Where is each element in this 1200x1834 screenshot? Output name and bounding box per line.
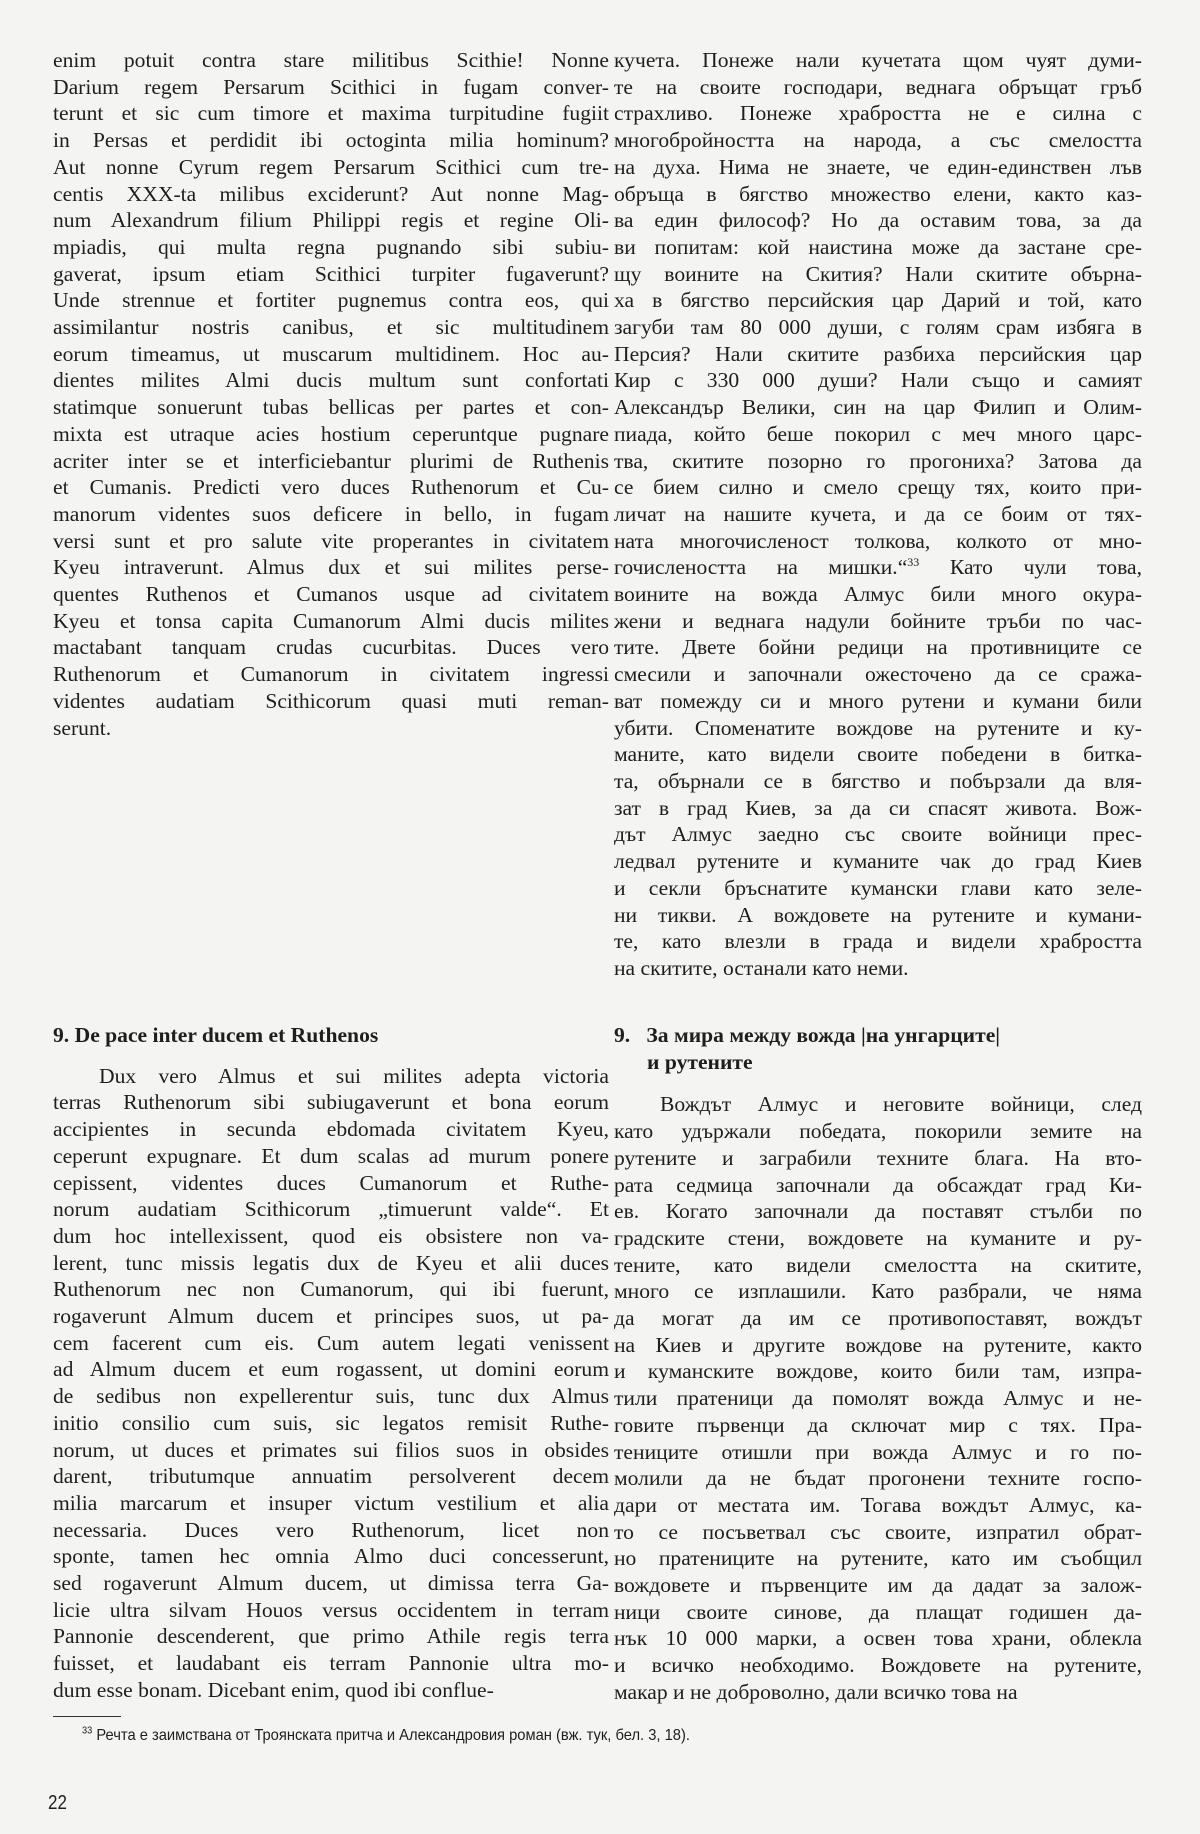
text-line: norum, ut duces et primates sui filios suos in obsides xyxy=(53,1437,609,1462)
text-line: darent, tributumque annuatim persolverent decem xyxy=(53,1464,609,1489)
text-line: като удържали победата, покорили земите на xyxy=(614,1119,1142,1144)
text-line: Dux vero Almus et sui milites adepta victoria xyxy=(99,1063,609,1088)
text-line: Darium regem Persarum Scithici in fugam conver- xyxy=(53,74,609,99)
text-line: нък 10 000 марки, а освен това храни, облекла xyxy=(614,1626,1142,1651)
text-line: terras Ruthenorum sibi subiugaverunt et bona eorum xyxy=(53,1090,609,1115)
text-line: то се посъветвал със своите, изпратил обрат- xyxy=(614,1519,1142,1544)
text-line: дът Алмус заедно със своите войници прес- xyxy=(614,822,1142,847)
latin-section-heading: 9. De pace inter ducem et Ruthenos xyxy=(53,1023,379,1047)
text-line: воините на вожда Алмус били много окура- xyxy=(614,582,1142,607)
bulgarian-heading-line-2: и рутените xyxy=(647,1049,753,1074)
footnote-number: 33 xyxy=(82,1725,93,1737)
latin-text-section-9 xyxy=(53,1063,609,1704)
text-line: ха в бягство персийския цар Дарий и той, като xyxy=(614,288,1142,313)
text-line: тените, като видели смелостта на скитите, xyxy=(614,1252,1142,1277)
text-line: да могат да им се противопоставят, вождът xyxy=(614,1306,1142,1331)
text-line: Вождът Алмус и неговите войници, след xyxy=(660,1092,1142,1117)
text-line: terunt et sic cum timore et maxima turpitudine fugiit xyxy=(53,101,609,126)
latin-section-9 xyxy=(53,1022,609,1704)
text-line: lerent, tunc missis legatis dux de Kyeu et alii duces xyxy=(53,1250,609,1275)
text-line: на скитите, останали като неми. xyxy=(614,955,909,980)
text-line: щу воините на Скития? Нали скитите обърна- xyxy=(614,261,1142,286)
footnote-reference[interactable]: 33 xyxy=(907,555,920,570)
text-line: initio consilio cum suis, sic legatos remisit Ruthe- xyxy=(53,1410,609,1435)
text-line: assimilantur nostris canibus, et sic multitudinem xyxy=(53,315,609,340)
footnote-divider xyxy=(53,1716,121,1717)
text-line: sed rogaverunt Almum ducem, ut dimissa terra Ga- xyxy=(53,1571,609,1596)
text-line: Pannonie descenderent, que primo Athile regis terra xyxy=(53,1624,609,1649)
text-line: гочислеността на мишки.“$^{33}$ Като чули това, xyxy=(614,555,1143,580)
text-line: ници своите синове, да плащат годишен да- xyxy=(614,1599,1142,1624)
text-line: mpiadis, qui multa regna pugnando sibi subiu- xyxy=(53,234,609,259)
text-line: Kyeu intraverunt. Almus dux et sui milites perse- xyxy=(53,555,609,580)
bulgarian-section-heading xyxy=(614,1022,1142,1075)
text-line: но пратениците на рутените, като им съобщил xyxy=(614,1546,1142,1571)
text-fragment: Като чули това, xyxy=(919,555,1143,580)
text-line: говите първенци да сключат мир с тях. Пра- xyxy=(614,1412,1142,1437)
text-line: вождовете и първенците им да дадат за залож- xyxy=(614,1573,1142,1598)
text-line: accipientes in secunda ebdomada civitatem Kyeu, xyxy=(53,1117,609,1142)
text-line: макар и не доброволно, дали всичко това на xyxy=(614,1679,1018,1704)
text-line: те на своите господари, веднага обръщат гръб xyxy=(614,74,1142,99)
text-line: ледвал рутените и куманите чак до град Киев xyxy=(614,849,1142,874)
text-line: serunt. xyxy=(53,715,112,740)
text-line: ни тикви. А вождовете на рутените и кумани- xyxy=(614,902,1142,927)
text-line: убити. Споменатите вождове на рутените и ку- xyxy=(614,715,1142,740)
text-line: centis XXX-ta milibus exciderunt? Aut nonne Mag- xyxy=(53,181,609,206)
text-line: молили да не бъдат прогонени техните госпо- xyxy=(614,1466,1142,1491)
text-line: acriter inter se et interficiebantur plurimi de Ruthenis xyxy=(53,448,609,473)
text-line: страхливо. Понеже храбростта не е силна с xyxy=(614,101,1142,126)
text-line: ва един философ? Но да оставим това, за да xyxy=(614,208,1142,233)
text-line: eorum timeamus, ut muscarum multidinem. Hoc au- xyxy=(53,341,609,366)
text-line: та, обърнали се в бягство и побързали да вля- xyxy=(614,768,1142,793)
text-line: кучета. Понеже нали кучетата щом чуят думи- xyxy=(614,48,1142,72)
text-line: личат на нашите кучета, и да се боим от тях- xyxy=(614,501,1142,526)
text-line: ев. Когато започнали да поставят стълби по xyxy=(614,1199,1142,1224)
text-line: зат в град Киев, за да си спасят живота. Вож- xyxy=(614,795,1142,820)
text-line: загуби там 80 000 души, с голям срам избяга в xyxy=(614,315,1142,340)
text-line: num Alexandrum filium Philippi regis et regine Oli- xyxy=(53,208,609,233)
text-line: Персия? Нали скитите разбиха персийския цар xyxy=(614,341,1142,366)
text-line: et Cumanis. Predicti vero duces Ruthenorum et Cu- xyxy=(53,475,609,500)
text-line: жени и веднага надули бойните тръби по час- xyxy=(614,608,1142,633)
text-line: mixta est utraque acies hostium ceperuntque pugnare xyxy=(53,421,609,446)
text-line: ceperunt expugnare. Et dum scalas ad murum ponere xyxy=(53,1143,609,1168)
text-line: смесили и започнали ожесточено да се сража- xyxy=(614,662,1142,687)
text-line: statimque sonuerunt tubas bellicas per partes et con- xyxy=(53,395,609,420)
text-line: градските стени, вождовете на куманите и ру- xyxy=(614,1225,1142,1250)
text-line: gaverat, ipsum etiam Scithici turpiter fugaverunt? xyxy=(53,261,609,286)
text-line: sponte, tamen hec omnia Almo duci concesserunt, xyxy=(53,1544,609,1569)
text-line: rogaverunt Almum ducem et principes suos, ut pa- xyxy=(53,1304,609,1329)
text-line: enim potuit contra stare militibus Scithie! Nonne xyxy=(53,48,609,72)
text-line: Aut nonne Cyrum regem Persarum Scithici cum tre- xyxy=(53,154,609,179)
text-line: quentes Ruthenos et Cumanos usque ad civitatem xyxy=(53,582,609,607)
text-line: fuisset, et laudabant eis terram Pannonie ultra mo- xyxy=(53,1651,609,1676)
text-line: рутените и заграбили техните блага. На вто- xyxy=(614,1145,1142,1170)
text-line: versi sunt et pro salute vite properantes in civitatem xyxy=(53,528,609,553)
text-line: milia marcarum et insuper victum vestilium et alia xyxy=(53,1490,609,1515)
text-line: Unde strennue et fortiter pugnemus contra eos, qui xyxy=(53,288,609,313)
text-line: Кир с 330 000 души? Нали също и самият xyxy=(614,368,1142,393)
text-line: Kyeu et tonsa capita Cumanorum Almi ducis milites xyxy=(53,608,609,633)
text-line: на духа. Нима не знаете, че един-единствен лъв xyxy=(614,154,1142,179)
footnote xyxy=(82,1726,1048,1746)
text-line: маните, като видели своите победени в битка- xyxy=(614,742,1142,767)
bulgarian-text-section-8 xyxy=(614,47,1142,982)
text-line: dum hoc intellexissent, quod eis obsistere non va- xyxy=(53,1223,609,1248)
text-line: Александър Велики, син на цар Филип и Олим- xyxy=(614,395,1142,420)
text-line: ви попитам: кой наистина може да застане сре- xyxy=(614,234,1142,259)
text-line: тите. Двете бойни редици на противниците се xyxy=(614,635,1142,660)
text-line: licie ultra silvam Houos versus occidentem in terram xyxy=(53,1597,609,1622)
latin-text-section-8 xyxy=(53,47,609,741)
bulgarian-text-section-9 xyxy=(614,1091,1142,1705)
bulgarian-heading-line-1: 9. За мира между вожда |на унгарците| xyxy=(614,1023,1001,1047)
text-line: ната многочисленост толкова, колкото от мно- xyxy=(614,528,1142,553)
text-line: обръща в бягство множество елени, както каз- xyxy=(614,181,1142,206)
text-line: и секли бръснатите кумански глави като зеле- xyxy=(614,875,1142,900)
text-line: и всичко необходимо. Вождовете на рутените, xyxy=(614,1653,1142,1678)
text-line: cepissent, videntes duces Cumanorum et Ruthe- xyxy=(53,1170,609,1195)
text-line: ad Almum ducem et eum rogassent, ut domini eorum xyxy=(53,1357,609,1382)
text-line: manorum videntes suos deficere in bello, in fugam xyxy=(53,501,609,526)
text-line: de sedibus non expellerentur suis, tunc dux Almus xyxy=(53,1384,609,1409)
text-line: много се изплашили. Като разбрали, че няма xyxy=(614,1279,1142,1304)
text-line: ват помежду си и много рутени и кумани били xyxy=(614,688,1142,713)
page-number: 22 xyxy=(48,1792,67,1814)
text-line: тили пратеници да помолят вожда Алмус и не- xyxy=(614,1386,1142,1411)
bulgarian-section-9 xyxy=(614,1022,1142,1706)
footnote-text: Речта е заимствана от Троянската притча и Александровия роман (вж. тук, бел. 3, 18). xyxy=(92,1727,690,1744)
text-line: cem facerent cum eis. Cum autem legati venissent xyxy=(53,1330,609,1355)
text-line: тва, скитите позорно го прогониха? Затова да xyxy=(614,448,1142,473)
text-line: те, като влезли в града и видели храбростта xyxy=(614,929,1142,954)
text-line: in Persas et perdidit ibi octoginta milia hominum? xyxy=(53,128,609,153)
text-line: на Киев и другите вождове на рутените, както xyxy=(614,1332,1142,1357)
text-line: mactabant tanquam crudas cucurbitas. Duces vero xyxy=(53,635,609,660)
text-line: се бием силно и смело срещу тях, които при- xyxy=(614,475,1142,500)
text-line: тениците отишли при вожда Алмус и го по- xyxy=(614,1439,1142,1464)
text-line: videntes audatiam Scithicorum quasi muti reman- xyxy=(53,688,609,713)
text-line: и куманските вождове, които били там, изпра- xyxy=(614,1359,1142,1384)
text-line: дари от местата им. Тогава вождът Алмус, ка- xyxy=(614,1492,1142,1517)
text-line: Ruthenorum nec non Cumanorum, qui ibi fuerunt, xyxy=(53,1277,609,1302)
text-line: Ruthenorum et Cumanorum in civitatem ingressi xyxy=(53,662,609,687)
text-line: многобройността на народа, а със смелостта xyxy=(614,128,1142,153)
text-line: dientes milites Almi ducis multum sunt confortati xyxy=(53,368,609,393)
text-line: norum audatiam Scithicorum „timuerunt valde“. Et xyxy=(53,1197,609,1222)
text-line: necessaria. Duces vero Ruthenorum, licet non xyxy=(53,1517,609,1542)
text-line: пиада, който беше покорил с меч много царс- xyxy=(614,421,1142,446)
text-line: рата седмица започнали да обсаждат град Ки- xyxy=(614,1172,1142,1197)
text-line: dum esse bonam. Dicebant enim, quod ibi conflue- xyxy=(53,1677,494,1702)
